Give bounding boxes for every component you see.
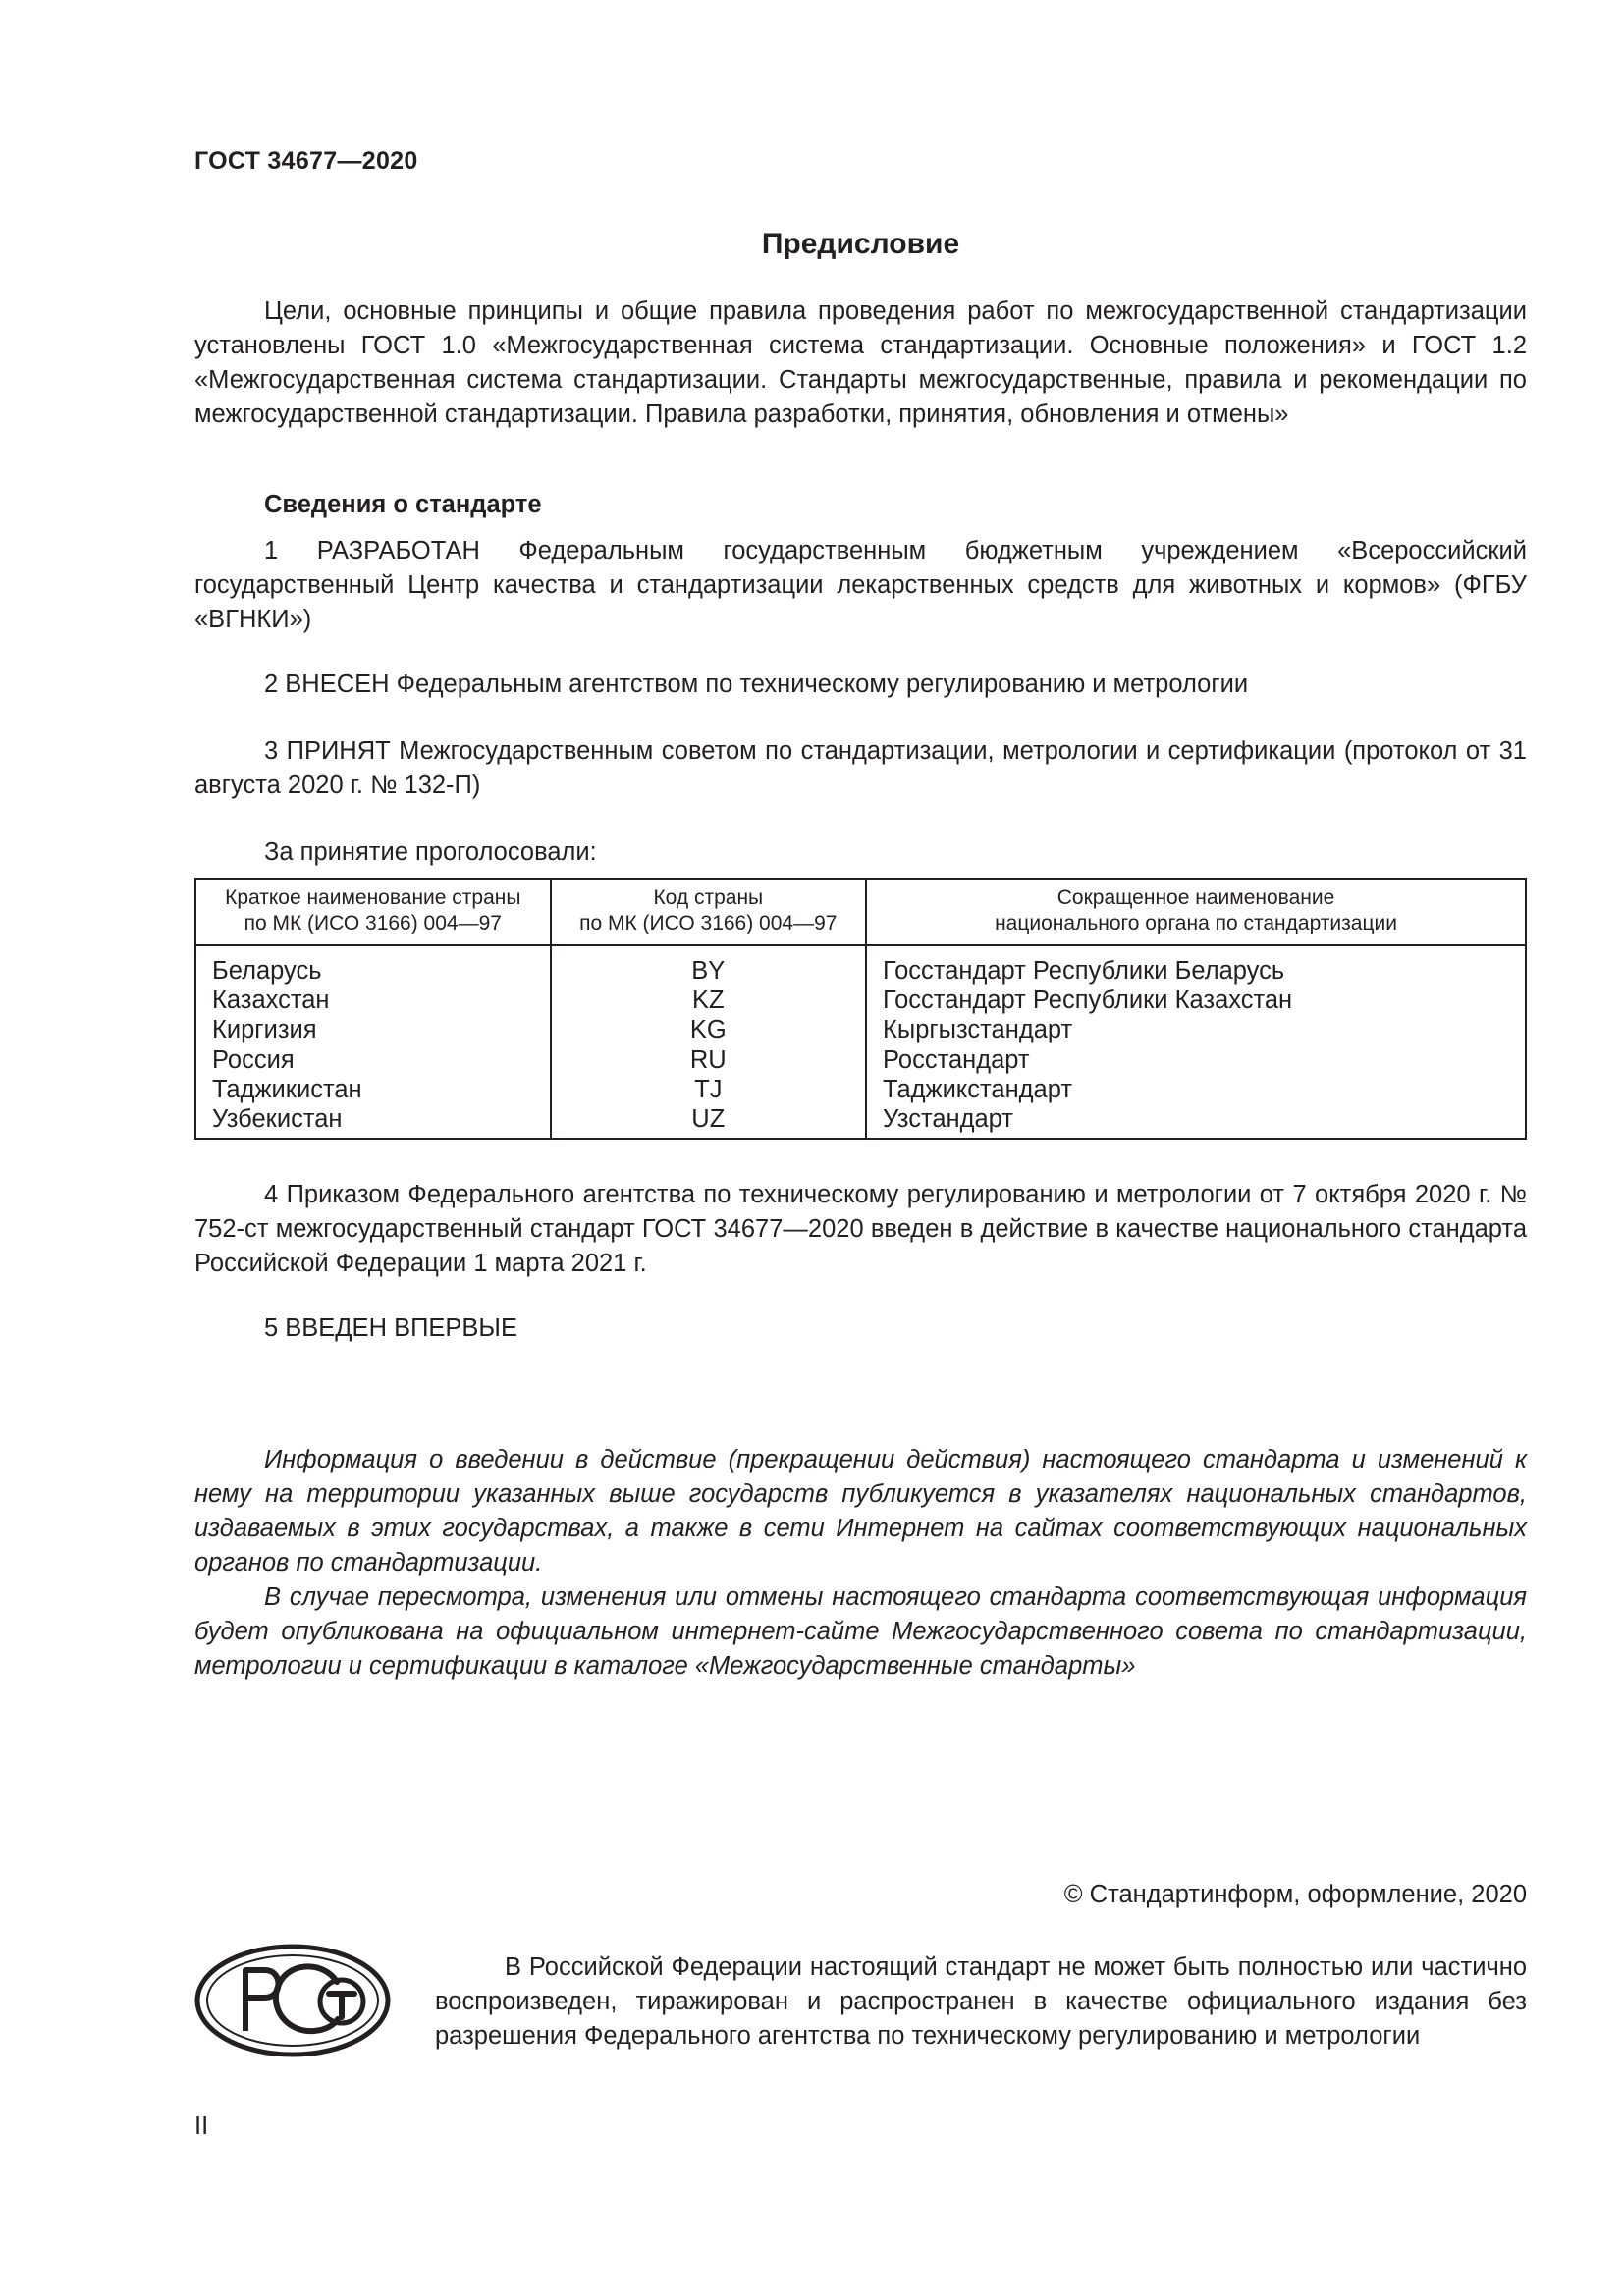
national-body-cell: Узстандарт [866, 1104, 1526, 1139]
country-code-cell: RU [551, 1045, 866, 1075]
national-body-cell: Кыргызстандарт [866, 1015, 1526, 1044]
voting-table [194, 878, 1527, 1140]
standard-info-subheading: Сведения о стандарте [264, 491, 542, 518]
item-1-block [194, 534, 1527, 637]
vote-intro: За принятие проголосовали: [264, 838, 597, 866]
header-national-body: Сокращенное наименование национального органа по стандартизации [866, 879, 1526, 945]
table-row [195, 1015, 1526, 1044]
copyright-notice: В Российской Федерации настоящий стандарт не может быть полностью или частично воспроизведен, тиражирован и распространен в качестве официального издания без разрешения Федерального агентства по техническому регулированию и метрологии [435, 1953, 1527, 2050]
copyright-notice-block [435, 1950, 1527, 2054]
page-title: Предисловие [761, 228, 960, 260]
header-country-code: Код страны по МК (ИСО 3166) 004—97 [551, 879, 866, 945]
info-paragraph-1: Информация о введении в действие (прекращении действия) настоящего стандарта и изменений к нему на территории указанных выше государств публикуется в указателях национальных стандартов, издаваемых в этих государствах, а также в сети Интернет на сайтах соответствующих национальных органов по стандартизации. [194, 1446, 1527, 1576]
national-body-cell: Госстандарт Республики Беларусь [866, 945, 1526, 986]
item-4-block [194, 1178, 1527, 1281]
country-code-cell: UZ [551, 1104, 866, 1139]
intro-paragraph: Цели, основные принципы и общие правила проведения работ по межгосударственной стандартизации установлены ГОСТ 1.0 «Межгосударственная система стандартизации. Основные положения» и ГОСТ 1.2 «Межгосударственная система стандартизации. Стандарты межгосударственные, правила и рекомендации по межгосударственной стандартизации. Правила разработки, принятия, обновления и отмены» [194, 297, 1527, 428]
national-body-cell: Госстандарт Республики Казахстан [866, 986, 1526, 1015]
header-country-name: Краткое наименование страны по МК (ИСО 3166) 004—97 [195, 879, 551, 945]
rst-certification-mark-icon [194, 1943, 391, 2058]
info-paragraph-2: В случае пересмотра, изменения или отмены настоящего стандарта соответствующая информация будет опубликована на официальном интернет-сайте Межгосударственного совета по стандартизации, метрологии и сертификации в каталоге «Межгосударственные стандарты» [194, 1583, 1527, 1680]
item-4-order: 4 Приказом Федерального агентства по техническому регулированию и метрологии от 7 октября 2020 г. № 752-ст межгосударственный стандарт ГОСТ 34677—2020 введен в действие в качестве национального стандарта Российской Федерации 1 марта 2021 г. [194, 1181, 1527, 1277]
country-name-cell: Киргизия [195, 1015, 551, 1044]
item-5-first-introduced: 5 ВВЕДЕН ВПЕРВЫЕ [264, 1314, 518, 1342]
page-number: II [194, 2112, 209, 2140]
country-name-cell: Казахстан [195, 986, 551, 1015]
item-2-submitted: 2 ВНЕСЕН Федеральным агентством по техническому регулированию и метрологии [264, 670, 1249, 698]
vote-intro-block [194, 835, 1527, 870]
subheading-block [194, 488, 1527, 522]
item-1-developed: 1 РАЗРАБОТАН Федеральным государственным бюджетным учреждением «Всероссийский государственный Центр качества и стандартизации лекарственных средств для животных и кормов» (ФГБУ «ВГНКИ») [194, 537, 1527, 633]
item-3-block [194, 734, 1527, 803]
info-block [194, 1443, 1527, 1683]
item-3-adopted: 3 ПРИНЯТ Межгосударственным советом по стандартизации, метрологии и сертификации (протокол от 31 августа 2020 г. № 132-П) [194, 737, 1527, 799]
country-name-cell: Беларусь [195, 945, 551, 986]
standard-code-header: ГОСТ 34677—2020 [194, 147, 418, 175]
table-row [195, 1104, 1526, 1139]
country-name-cell: Россия [195, 1045, 551, 1075]
country-name-cell: Узбекистан [195, 1104, 551, 1139]
table-header-row [195, 879, 1526, 945]
document-page [194, 0, 1527, 2296]
voting-table-block [194, 878, 1527, 1140]
item-5-block [194, 1311, 1527, 1346]
table-row [195, 1075, 1526, 1104]
country-code-cell: KG [551, 1015, 866, 1044]
country-name-cell: Таджикистан [195, 1075, 551, 1104]
national-body-cell: Росстандарт [866, 1045, 1526, 1075]
country-code-cell: TJ [551, 1075, 866, 1104]
country-code-cell: BY [551, 945, 866, 986]
table-row [195, 1045, 1526, 1075]
table-row [195, 945, 1526, 986]
country-code-cell: KZ [551, 986, 866, 1015]
item-2-block [194, 667, 1527, 702]
intro-block [194, 294, 1527, 432]
copyright-line: © Стандартинформ, оформление, 2020 [1063, 1881, 1527, 1908]
national-body-cell: Таджикстандарт [866, 1075, 1526, 1104]
table-row [195, 986, 1526, 1015]
